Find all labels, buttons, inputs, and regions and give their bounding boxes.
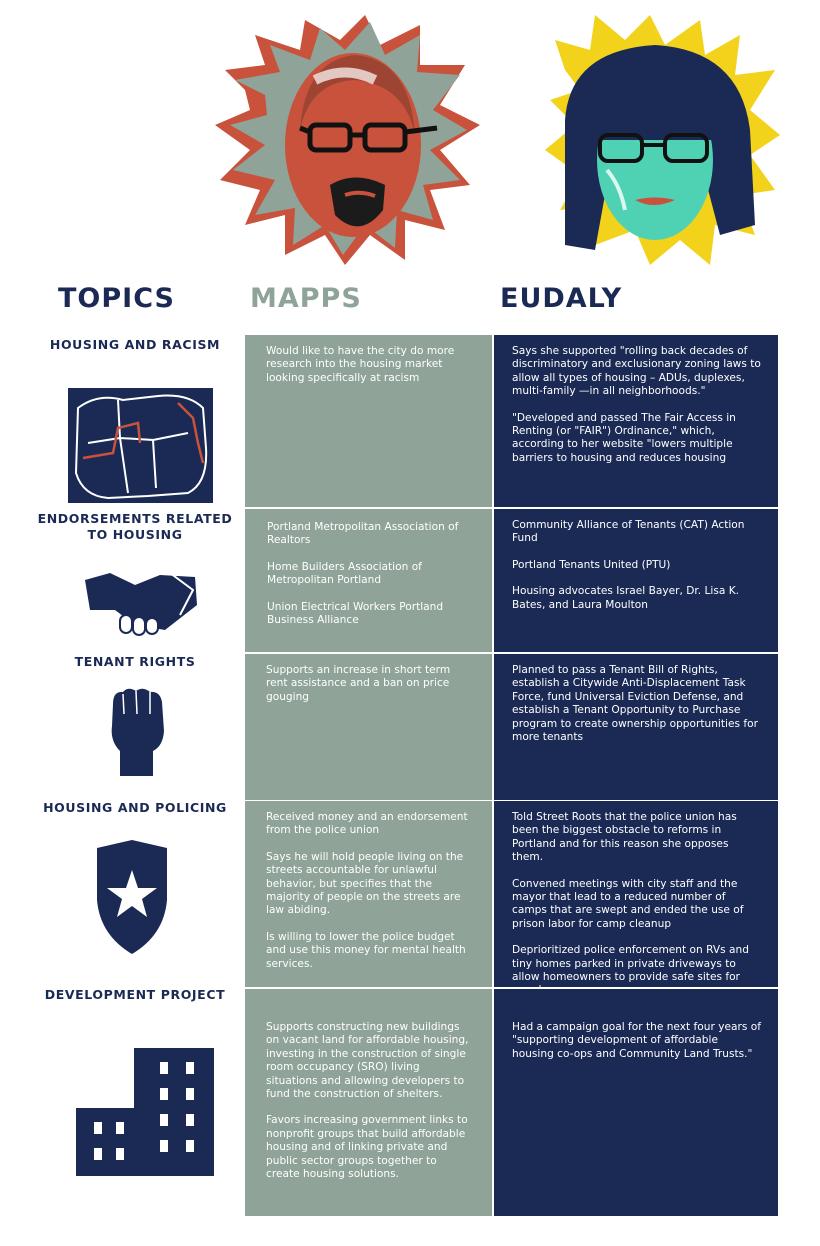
mapps-text: Favors increasing government links to nonprofit groups that build affordable housing and of linking private and public sector groups together to create housing solutions. xyxy=(266,1114,468,1181)
buildings-icon xyxy=(76,1048,221,1178)
eudaly-text: Portland Tenants United (PTU) xyxy=(512,558,671,571)
mapps-header: MAPPS xyxy=(250,283,362,314)
eudaly-header: EUDALY xyxy=(500,283,623,314)
eudaly-cell-housing-and-racism xyxy=(494,335,778,507)
mapps-cell-development-project xyxy=(245,989,492,1216)
police-badge-icon xyxy=(92,840,172,955)
mapps-text: Received money and an endorsement from the police union xyxy=(266,811,468,837)
mapps-cell-housing-and-policing xyxy=(245,801,492,987)
topic-housing-and-policing: HOUSING AND POLICING xyxy=(43,800,227,815)
eudaly-text: Convened meetings with city staff and the mayor that lead to a reduced number of camps that are swept and ended the use of prison labor for camp cleanup xyxy=(512,877,744,930)
eudaly-text: Says she supported "rolling back decades of discriminatory and exclusionary zoning laws to allow all types of housing – ADUs, duplexes, multi-family —in all neighborhoods." xyxy=(512,345,761,398)
eudaly-portrait xyxy=(535,10,785,272)
mapps-portrait xyxy=(205,10,495,272)
eudaly-text: Planned to pass a Tenant Bill of Rights, establish a Citywide Anti-Displacement Task Force, fund Universal Eviction Defense, and establish a Tenant Opportunity to Purchase program to create ownership opportunities for more tenants xyxy=(512,664,758,744)
eudaly-text: Housing advocates Israel Bayer, Dr. Lisa K. Bates, and Laura Moulton xyxy=(512,585,740,611)
mapps-text: Says he will hold people living on the streets accountable for unlawful behavior, but specifies that the majority of people on the streets are law abiding. xyxy=(266,850,464,917)
mapps-text: Is willing to lower the police budget and use this money for mental health services. xyxy=(266,930,466,970)
mapps-text: Supports an increase in short term rent assistance and a ban on price gouging xyxy=(266,664,451,703)
eudaly-cell-endorsements xyxy=(494,509,778,652)
eudaly-cell-development-project xyxy=(494,989,778,1216)
mapps-cell-endorsements xyxy=(245,509,492,652)
eudaly-text: Community Alliance of Tenants (CAT) Action Fund xyxy=(512,519,745,545)
mapps-text: Would like to have the city do more research into the housing market looking specifically at racism xyxy=(266,345,455,384)
topic-development-project: DEVELOPMENT PROJECT xyxy=(44,987,226,1002)
topic-tenant-rights: TENANT RIGHTS xyxy=(74,654,196,669)
topic-housing-and-racism: HOUSING AND RACISM xyxy=(49,337,221,352)
mapps-cell-housing-and-racism xyxy=(245,335,492,507)
eudaly-text: "Developed and passed The Fair Access in Renting (or "FAIR") Ordinance," which, according to her website "lowers multiple barriers to housing and reduces housing xyxy=(512,411,736,464)
eudaly-text: Had a campaign goal for the next four years of "supporting development of affordable housing co-ops and Community Land Trusts." xyxy=(512,1021,761,1060)
eudaly-cell-housing-and-policing xyxy=(494,801,778,987)
eudaly-text: Told Street Roots that the police union has been the biggest obstacle to reforms in Portland and for this reason she opposes them. xyxy=(512,811,737,864)
mapps-text: Supports constructing new buildings on vacant land for affordable housing, investing in the construction of single room occupancy (SRO) living situations and allowing developers to fund the construction of shelters. xyxy=(266,1021,469,1101)
mapps-text: Union Electrical Workers Portland Business Alliance xyxy=(267,600,444,627)
eudaly-cell-tenant-rights xyxy=(494,654,778,800)
fist-icon xyxy=(108,686,168,776)
topics-header: TOPICS xyxy=(58,283,175,314)
topic-endorsements: ENDORSEMENTS RELATED TO HOUSING xyxy=(37,511,233,542)
mapps-cell-tenant-rights xyxy=(245,654,492,800)
mapps-text: Home Builders Association of Metropolitan Portland xyxy=(267,560,422,587)
mapps-text: Portland Metropolitan Association of Realtors xyxy=(267,521,459,547)
handshake-icon xyxy=(85,565,200,640)
map-icon xyxy=(68,388,213,503)
eudaly-text: Deprioritized police enforcement on RVs and tiny homes parked in private driveways to allow homeowners to provide safe sites for xyxy=(512,944,749,984)
